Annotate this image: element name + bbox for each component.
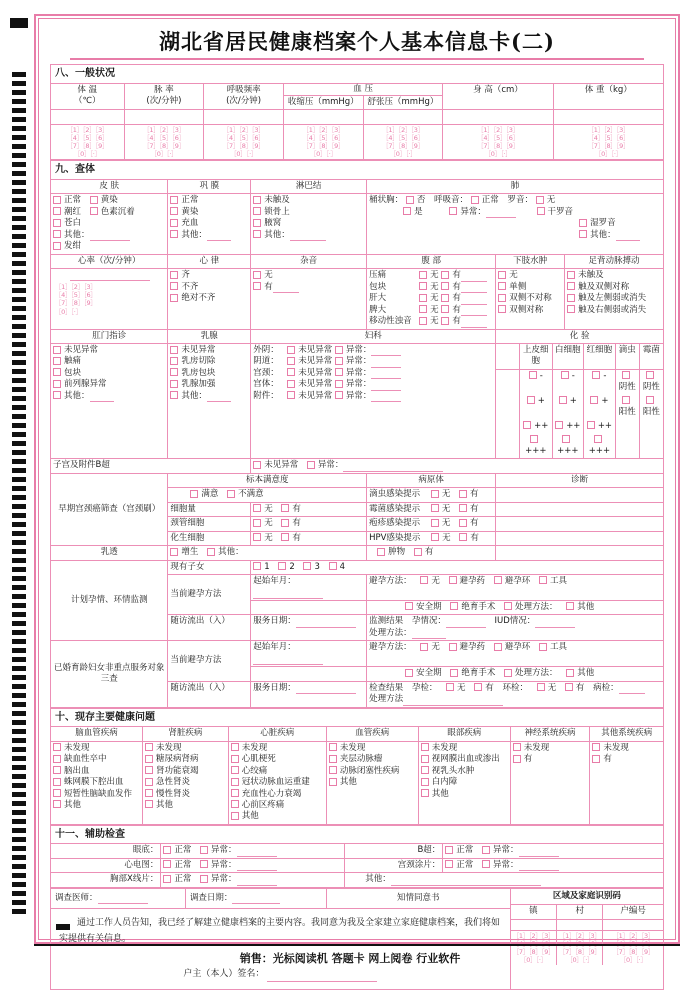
screen-diagnosis-1[interactable] <box>496 502 664 516</box>
consent-signature-label: 户主（本人）签名： <box>183 968 265 979</box>
id-val-town[interactable] <box>511 919 557 930</box>
screen-patho-2[interactable]: 疱疹感染提示 无 有 <box>367 517 496 531</box>
group-3-title: 血管疾病 <box>326 727 418 741</box>
abdomen-header: 腹 部 <box>367 254 496 268</box>
gyn-uterus-label: 宫体： <box>253 379 279 390</box>
sclera-opt-1: 黄染 <box>181 206 199 217</box>
lung-options[interactable] <box>367 194 664 254</box>
value-bp[interactable] <box>283 110 442 124</box>
lab-r1-c3[interactable]: 阳性 <box>615 395 639 420</box>
timing-marks <box>12 72 26 922</box>
sclera-opt-0: 正常 <box>181 195 199 206</box>
fp-remove-label: 随访流出（入） <box>168 615 251 641</box>
col-temperature <box>51 83 125 110</box>
skin-opt-2: 潮红 <box>64 206 82 217</box>
uterus-b-options[interactable]: 未见异常 异常： <box>251 459 664 473</box>
screen-diagnosis-0[interactable] <box>496 488 664 502</box>
skin-options[interactable] <box>51 194 168 254</box>
breast-opt-0: 未见异常 <box>181 345 216 355</box>
lab-r2-c1[interactable]: ++ <box>552 420 584 433</box>
bubbles-bp[interactable]: ［1］［2］［3］ ［4］［5］［6］ ［7］［8］［9］ ［0］［·］ ［1］［2］［3］ ［4］［5］［6］ ［7］［8］［9］ ［0］［·］ <box>283 124 442 160</box>
screen-quality-row-2-opts[interactable]: 无 有 <box>251 531 367 545</box>
fp-followup[interactable]: 监测结果 孕情况： IUD情况： 处理方法： <box>367 615 664 641</box>
consent-title: 知情同意书 <box>326 888 510 908</box>
aux-row-0-options2[interactable]: 正常 异常： <box>443 844 664 858</box>
screen-patho-1[interactable]: 霉菌感染提示 无 有 <box>367 502 496 516</box>
aux-row-1-label2: 宫颈涂片： <box>345 858 443 872</box>
value-respiration[interactable] <box>204 110 284 124</box>
lung-rale-opt-2: 湿罗音 <box>590 218 616 229</box>
heart-rhythm-header: 心 律 <box>168 254 251 268</box>
consent-date[interactable]: 调查日期： <box>185 888 326 908</box>
col-height <box>443 83 553 110</box>
gyn-header: 妇科 <box>251 329 496 343</box>
skin-opt-1: 黄染 <box>100 195 118 206</box>
section-8-heading: 八、一般状况 <box>51 65 664 84</box>
screen-diagnosis-2[interactable] <box>496 517 664 531</box>
breast-opt-2: 乳房包块 <box>181 367 216 378</box>
foot-pulse-opt-1: 触及双侧对称 <box>578 281 630 292</box>
lung-header: 肺 <box>367 179 664 193</box>
screen-quality-row-0[interactable]: 细胞量 <box>168 502 251 516</box>
screen-quality-row-1-opts[interactable]: 无 有 <box>251 517 367 531</box>
lab-col-epithelial: 上皮细胞 <box>520 344 552 369</box>
value-weight[interactable] <box>553 110 663 124</box>
form-sheet <box>50 64 664 990</box>
lab-r3-c1[interactable]: +++ <box>552 433 584 458</box>
skin-opt-3: 色素沉着 <box>100 206 135 217</box>
lung-barrel-opt-0: 否 <box>416 195 426 206</box>
fp-service-date[interactable]: 服务日期： <box>251 615 367 641</box>
group-4-options[interactable]: 未发现 视网膜出血或渗出 视乳头水肿 白内障 其他 <box>418 741 510 824</box>
lung-breath-label: 呼吸音： <box>434 195 469 206</box>
lab-col-wbc: 白细胞 <box>552 344 584 369</box>
gyn-outer-label: 外阴： <box>253 345 279 355</box>
id-val-village[interactable] <box>557 919 603 930</box>
mw-start-label[interactable]: 起始年月： <box>251 641 367 667</box>
aux-row-1-options[interactable]: 正常 异常： <box>161 858 345 872</box>
screen-diagnosis-header: 诊断 <box>496 473 664 487</box>
consent-table <box>50 888 664 990</box>
sclera-opt-3: 其他： <box>181 229 207 240</box>
lab-header: 化 验 <box>496 329 664 343</box>
lung-barrel-opt-1: 是 <box>414 206 423 217</box>
id-code-title: 区域及家庭识别码 <box>511 889 663 905</box>
sclera-options[interactable] <box>168 194 251 254</box>
abdomen-row-4-label: 移动性浊音 <box>369 316 412 327</box>
bubbles-height[interactable]: ［1］［2］［3］ ［4］［5］［6］ ［7］［8］［9］ ［0］［·］ <box>443 124 553 160</box>
id-val-household[interactable] <box>603 919 663 930</box>
edema-opt-2: 双侧不对称 <box>509 293 552 304</box>
skin-opt-0: 正常 <box>64 195 82 206</box>
lung-rale-opt-1: 干罗音 <box>547 206 574 217</box>
skin-opt-4: 苍白 <box>64 218 82 229</box>
foot-pulse-options[interactable] <box>565 269 664 329</box>
edema-opt-1: 单侧 <box>509 281 527 292</box>
title-divider <box>70 58 644 60</box>
abdomen-row-0-label: 压痛 <box>369 270 387 281</box>
value-height[interactable] <box>443 110 553 124</box>
section-8-table <box>50 64 664 160</box>
married-women-label: 已婚育龄妇女非重点服务对象三查 <box>51 641 168 707</box>
abdomen-row-2-label: 肝大 <box>369 293 387 304</box>
foot-pulse-header: 足背动脉搏动 <box>565 254 664 268</box>
mw-remove-label: 随访流出（入） <box>168 681 251 707</box>
col-pulse <box>124 83 204 110</box>
bubbles-temperature[interactable]: ［1］［2］［3］ ［4］［5］［6］ ［7］［8］［9］ ［0］［·］ <box>51 124 125 160</box>
fp-contraception-label: 当前避孕方法 <box>168 574 251 614</box>
fp-method-options[interactable]: 避孕方法： 无 避孕药 避孕环 工具 <box>367 574 664 600</box>
lab-r1-c4[interactable]: 阳性 <box>639 395 663 420</box>
group-6-title: 其他系统疾病 <box>590 727 664 741</box>
group-5-options[interactable]: 未发现 有 <box>510 741 590 824</box>
col-height-label: 身 高（cm） <box>473 84 523 95</box>
gyn-adnexa-label: 附件： <box>253 390 279 401</box>
section-11-table <box>50 825 664 888</box>
rhythm-opt-1: 不齐 <box>181 281 199 292</box>
col-weight-label: 体 重（kg） <box>584 84 632 95</box>
abdomen-row-1-label: 包块 <box>369 281 387 292</box>
id-col-village: 村 <box>557 905 603 919</box>
group-1-options[interactable]: 未发现 糖尿病肾病 肾功能衰竭 急性肾炎 慢性肾炎 其他 <box>142 741 228 824</box>
lung-breath-opt-0: 正常 <box>481 195 499 206</box>
breast-trans-tumor[interactable]: 肿物 有 <box>367 546 496 560</box>
lab-r1-c2[interactable]: + <box>584 395 616 420</box>
lab-r0-c4[interactable]: 阴性 <box>639 369 663 394</box>
screen-quality-row-0-opts[interactable]: 无 有 <box>251 502 367 516</box>
footer-divider <box>34 944 680 946</box>
breast-opt-1: 乳房切除 <box>181 356 216 367</box>
screen-quality-header: 标本满意度 <box>168 473 367 487</box>
aux-row-2-other[interactable]: 其他： <box>345 873 664 887</box>
bubbles-weight[interactable]: ［1］［2］［3］ ［4］［5］［6］ ［7］［8］［9］ ［0］［·］ <box>553 124 663 160</box>
murmur-opt-0: 无 <box>264 270 273 281</box>
edema-header: 下肢水肿 <box>496 254 565 268</box>
breast-trans-options[interactable]: 增生 其他： <box>168 546 367 560</box>
edema-opt-3: 双侧对称 <box>509 304 544 315</box>
skin-opt-5: 其他： <box>64 229 90 240</box>
breast-trans-note[interactable] <box>496 546 664 560</box>
lung-rale-label: 罗音： <box>507 195 533 206</box>
col-pulse-label: 脉 率 <box>154 84 174 95</box>
group-1-title: 肾脏疾病 <box>142 727 228 741</box>
screen-diagnosis-3[interactable] <box>496 531 664 545</box>
breast-trans-label: 乳透 <box>51 546 168 560</box>
lab-r0-c1[interactable]: - <box>552 369 584 394</box>
abdomen-options[interactable]: 压痛 无 有 包块 无 有 肝大 无 有 脾大 无 有 移动性浊音 无 有 <box>367 269 496 329</box>
aux-row-1-options2[interactable]: 正常 异常： <box>443 858 664 872</box>
fp-method-options2[interactable]: 安全期 绝育手术 处理方法： 其他 <box>367 600 664 614</box>
section-10-table <box>50 708 664 825</box>
lab-r1-c0[interactable]: + <box>520 395 552 420</box>
sclera-opt-2: 充血 <box>181 218 199 229</box>
col-pulse-unit: (次/分钟) <box>146 95 182 106</box>
corner-mark-top <box>10 18 28 28</box>
anus-opt-2: 包块 <box>64 367 82 378</box>
aux-row-0-label: 眼底： <box>51 844 161 858</box>
screen-quality-row-2[interactable]: 化生细胞 <box>168 531 251 545</box>
gyn-cervix-label: 宫颈： <box>253 367 279 378</box>
fp-start-label[interactable]: 起始年月： <box>251 574 367 600</box>
rhythm-opt-0: 齐 <box>181 270 190 281</box>
skin-header: 皮 肤 <box>51 179 168 193</box>
lab-r1-c1[interactable]: + <box>552 395 584 420</box>
breast-opt-4: 其他： <box>181 390 207 401</box>
aux-row-1-label: 心电图： <box>51 858 161 872</box>
breast-opt-3: 乳腺加强 <box>181 379 216 390</box>
group-2-title: 心脏疾病 <box>228 727 326 741</box>
rhythm-opt-2: 绝对不齐 <box>181 293 216 304</box>
aux-row-2-label: 胸部X线片： <box>51 873 161 887</box>
consent-body: 通过工作人员告知，我已经了解建立健康档案的主要内容。我同意为我及全家建立家庭健康档案，我们将如实提供有关信息。 <box>59 918 501 945</box>
aux-row-2-options[interactable]: 正常 异常： <box>161 873 345 887</box>
cervical-screen-label: 早期宫颈癌筛查（宫颈刷） <box>51 473 168 545</box>
screen-patho-3[interactable]: HPV感染提示 无 有 <box>367 531 496 545</box>
anus-opt-0: 未见异常 <box>64 345 99 355</box>
foot-pulse-opt-3: 触及右侧弱或消失 <box>578 304 647 315</box>
value-pulse[interactable] <box>124 110 204 124</box>
id-bubbles-village[interactable]: ［1］［2］［3］ ［7］［8］［9］ ［0］［·］ <box>557 930 603 965</box>
col-respiration-label: 呼吸频率 <box>226 84 261 95</box>
group-4-title: 眼部疾病 <box>418 727 510 741</box>
family-plan-label: 计划孕情、环情监测 <box>51 560 168 641</box>
heart-rhythm-options[interactable] <box>168 269 251 329</box>
lymph-options[interactable] <box>251 194 367 254</box>
lab-r3-c0[interactable]: +++ <box>520 433 552 458</box>
lung-barrel-label: 桶状胸： <box>369 195 404 206</box>
id-code-cell <box>510 888 663 989</box>
heart-murmur-header: 杂音 <box>251 254 367 268</box>
value-temperature[interactable] <box>51 110 125 124</box>
group-3-options[interactable]: 未发现 夹层动脉瘤 动脉闭塞性疾病 其他 <box>326 741 418 824</box>
anus-opt-3: 前列腺异常 <box>64 379 107 390</box>
group-2-options[interactable]: 未发现 心肌梗死 心绞痛 冠状动脉血运重建 充血性心力衰竭 心前区疼痛 其他 <box>228 741 326 824</box>
section-10-heading: 十、现存主要健康问题 <box>51 708 664 727</box>
group-5-title: 神经系统疾病 <box>510 727 590 741</box>
consent-doctor[interactable]: 调查医师： <box>51 888 186 908</box>
col-bp-diastolic-label: 舒张压（mmHg） <box>367 96 439 107</box>
mw-method-options2[interactable]: 安全期 绝育手术 处理方法： 其他 <box>367 667 664 681</box>
col-weight <box>553 83 663 110</box>
mw-service-date[interactable]: 服务日期： <box>251 681 367 707</box>
foot-pulse-opt-2: 触及左侧弱或消失 <box>578 293 647 304</box>
group-6-options[interactable]: 未发现 有 <box>590 741 664 824</box>
group-0-options[interactable]: 未发现 缺血性卒中 脑出血 蛛网膜下腔出血 短暂性脑缺血发作 其他 <box>51 741 143 824</box>
footer-text: 销售：光标阅读机 答题卡 网上阅卷 行业软件 <box>239 952 461 965</box>
lab-col-trich: 滴虫 <box>615 344 639 369</box>
uterus-b-label: 子宫及附件B超 <box>51 459 251 473</box>
bubbles-pulse[interactable]: ［1］［2］［3］ ［4］［5］［6］ ［7］［8］［9］ ［0］［·］ <box>124 124 204 160</box>
consent-signature-field[interactable] <box>267 972 377 982</box>
lab-r2-c2[interactable]: ++ <box>584 420 616 433</box>
mw-check-results[interactable]: 检查结果 孕检： 无 有 环检： 无 有 病检： 处理方法 <box>367 681 664 707</box>
anus-opt-4: 其他： <box>64 390 90 401</box>
page-title: 湖北省居民健康档案个人基本信息卡(二) <box>159 29 555 54</box>
section-9-table <box>50 160 664 707</box>
lab-r0-c2[interactable]: - <box>584 369 616 394</box>
screen-quality-options[interactable]: 满意 不满意 <box>168 488 367 502</box>
screen-patho-0[interactable]: 滴虫感染提示 无 有 <box>367 488 496 502</box>
heart-rate-header: 心率（次/分钟） <box>51 254 168 268</box>
bubbles-respiration[interactable]: ［1］［2］［3］ ［4］［5］［6］ ［7］［8］［9］ ［0］［·］ <box>204 124 284 160</box>
fp-remove-cell[interactable] <box>251 600 367 614</box>
fp-children-label: 现有子女 <box>168 560 251 574</box>
lab-r2-c0[interactable]: ++ <box>520 420 552 433</box>
anus-opt-1: 触痛 <box>64 356 82 367</box>
id-col-town: 镇 <box>511 905 557 919</box>
lung-rale-opt-3: 其他： <box>590 229 616 240</box>
edema-opt-0: 无 <box>509 270 518 281</box>
col-temperature-unit: （℃） <box>74 95 101 106</box>
aux-row-0-options[interactable]: 正常 异常： <box>161 844 345 858</box>
section-9-heading: 九、查体 <box>51 161 664 180</box>
mw-method-options[interactable]: 避孕方法： 无 避孕药 避孕环 工具 <box>367 641 664 667</box>
screen-pathogen-header: 病原体 <box>367 473 496 487</box>
lymph-opt-0: 未触及 <box>264 195 290 206</box>
lab-table-cell <box>496 344 664 459</box>
lymph-opt-1: 锁骨上 <box>264 206 290 217</box>
lymph-opt-2: 腋窝 <box>264 218 282 229</box>
col-respiration <box>204 83 284 110</box>
gyn-vagina-label: 阴道： <box>253 356 279 367</box>
aux-row-0-label2: B超： <box>345 844 443 858</box>
murmur-opt-1: 有 <box>264 281 273 292</box>
fp-children-options[interactable]: 1 2 3 4 <box>251 560 664 574</box>
col-bp-label: 血 压 <box>284 84 442 96</box>
heart-rate-bubbles[interactable]: ［1］［2］［3］ ［4］［5］［6］ ［7］［8］［9］ ［0］［·］ <box>51 269 168 329</box>
lab-r0-c0[interactable]: - <box>520 369 552 394</box>
col-respiration-unit: (次/分钟) <box>226 95 262 106</box>
edema-options[interactable] <box>496 269 565 329</box>
lab-r0-c3[interactable]: 阴性 <box>615 369 639 394</box>
breast-header: 乳腺 <box>168 329 251 343</box>
mw-blank-cell[interactable] <box>251 667 367 681</box>
breast-options[interactable] <box>168 344 251 459</box>
skin-opt-6: 发绀 <box>64 241 82 252</box>
anus-header: 肛门指诊 <box>51 329 168 343</box>
group-0-title: 脑血管疾病 <box>51 727 143 741</box>
screen-quality-row-1[interactable]: 颈管细胞 <box>168 517 251 531</box>
anus-options[interactable] <box>51 344 168 459</box>
col-temperature-label: 体 温 <box>77 84 98 95</box>
heart-murmur-options[interactable] <box>251 269 367 329</box>
gyn-options[interactable]: 外阴： 未见异常 异常： 阴道： 未见异常 异常： 宫颈： 未见异常 异常： 宫体： 未见异常 异常： 附件： 未见异常 异常： <box>251 344 496 459</box>
id-col-household: 户编号 <box>603 905 663 919</box>
mw-contraception-label: 当前避孕方法 <box>168 641 251 681</box>
id-bubbles-household[interactable]: ［1］［2］［3］ ［7］［8］［9］ ［0］［·］ <box>612 931 654 965</box>
section-11-heading: 十一、辅助检查 <box>51 825 664 844</box>
lung-breath-opt-1: 异常： <box>460 206 486 217</box>
lymph-header: 淋巴结 <box>251 179 367 193</box>
lab-col-rbc: 红细胞 <box>584 344 616 369</box>
lung-rale-opt-0: 无 <box>546 195 556 206</box>
foot-pulse-opt-0: 未触及 <box>578 270 604 281</box>
lab-col-fungus: 霉菌 <box>639 344 663 369</box>
lab-r3-c2[interactable]: +++ <box>584 433 616 458</box>
id-bubbles-town[interactable]: ［1］［2］［3］ ［7］［8］［9］ ［0］［·］ <box>511 930 557 965</box>
lymph-opt-3: 其他： <box>264 229 290 240</box>
col-bp-systolic-label: 收缩压（mmHg） <box>284 96 363 109</box>
sclera-header: 巩 膜 <box>168 179 251 193</box>
abdomen-row-3-label: 脾大 <box>369 304 387 315</box>
col-blood-pressure <box>283 83 442 110</box>
